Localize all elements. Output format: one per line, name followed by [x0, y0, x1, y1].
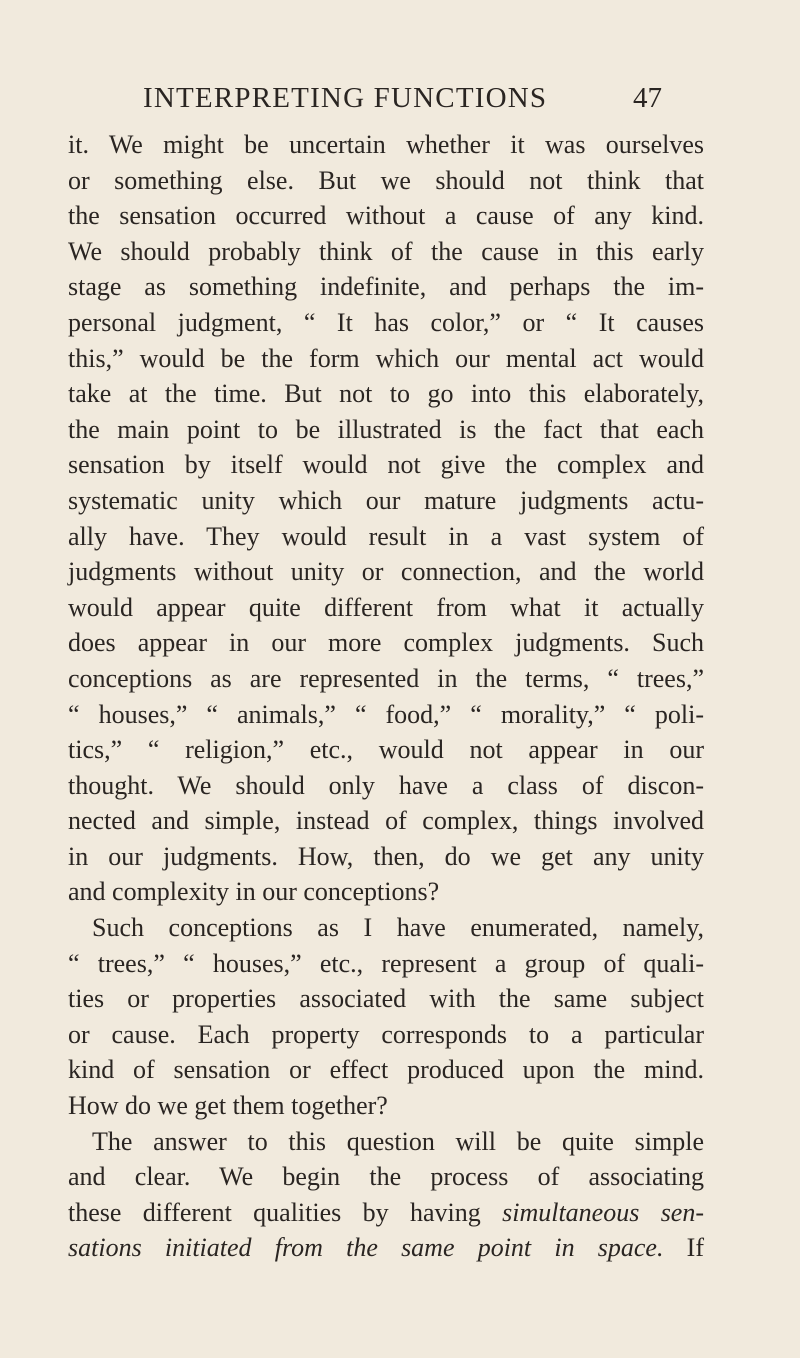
- text-line: would appear quite different from what it actually: [68, 592, 704, 622]
- text-line: ties or properties associated with the same subject: [68, 984, 704, 1014]
- body-text: [68, 127, 704, 1266]
- text-line: kind of sensation or effect produced upon the mind.: [68, 1055, 704, 1085]
- text-line: Such conceptions as I have enumerated, namely,: [92, 913, 704, 943]
- italic-text: simultaneous sen-: [502, 1197, 705, 1227]
- text-line: take at the time. But not to go into this elaborately,: [68, 379, 704, 409]
- text-line: stage as something indefinite, and perhaps the im-: [68, 272, 704, 302]
- text-line: [68, 1195, 704, 1231]
- text-line: tics,” “ religion,” etc., would not appear in our: [68, 735, 704, 765]
- text-line: personal judgment, “ It has color,” or “ It causes: [68, 307, 704, 337]
- running-head: [0, 82, 800, 122]
- text-line: systematic unity which our mature judgments actu-: [68, 485, 704, 515]
- text-line: and complexity in our conceptions?: [68, 877, 440, 907]
- text-line: nected and simple, instead of complex, things involved: [68, 806, 704, 836]
- text-line: ally have. They would result in a vast system of: [68, 521, 704, 551]
- text-line: conceptions as are represented in the terms, “ trees,”: [68, 663, 704, 693]
- text-span: If: [663, 1233, 705, 1263]
- text-line: or something else. But we should not think that: [68, 165, 704, 195]
- text-line: and clear. We begin the process of associating: [68, 1162, 704, 1192]
- text-line: sensation by itself would not give the complex and: [68, 450, 704, 480]
- text-line: thought. We should only have a class of discon-: [68, 770, 704, 800]
- text-line: “ trees,” “ houses,” etc., represent a group of quali-: [68, 948, 704, 978]
- text-line: How do we get them together?: [68, 1091, 388, 1121]
- text-line: “ houses,” “ animals,” “ food,” “ morality,” “ poli-: [68, 699, 704, 729]
- text-line: the main point to be illustrated is the fact that each: [68, 414, 704, 444]
- text-line: [68, 1230, 704, 1266]
- text-line: the sensation occurred without a cause of any kind.: [68, 201, 704, 231]
- italic-text: sations initiated from the same point in space.: [68, 1233, 664, 1263]
- text-line: in our judgments. How, then, do we get any unity: [68, 841, 704, 871]
- text-line: this,” would be the form which our mental act would: [68, 343, 704, 373]
- text-span: these different qualities by having: [68, 1197, 503, 1227]
- text-line: does appear in our more complex judgments. Such: [68, 628, 704, 658]
- text-line: it. We might be uncertain whether it was ourselves: [68, 130, 704, 159]
- running-title: INTERPRETING FUNCTIONS: [143, 82, 548, 114]
- text-line: judgments without unity or connection, and the world: [68, 557, 704, 587]
- text-line: The answer to this question will be quite simple: [92, 1126, 704, 1156]
- page-number: 47: [633, 82, 662, 114]
- text-line: We should probably think of the cause in this early: [68, 236, 704, 266]
- text-line: or cause. Each property corresponds to a particular: [68, 1019, 704, 1049]
